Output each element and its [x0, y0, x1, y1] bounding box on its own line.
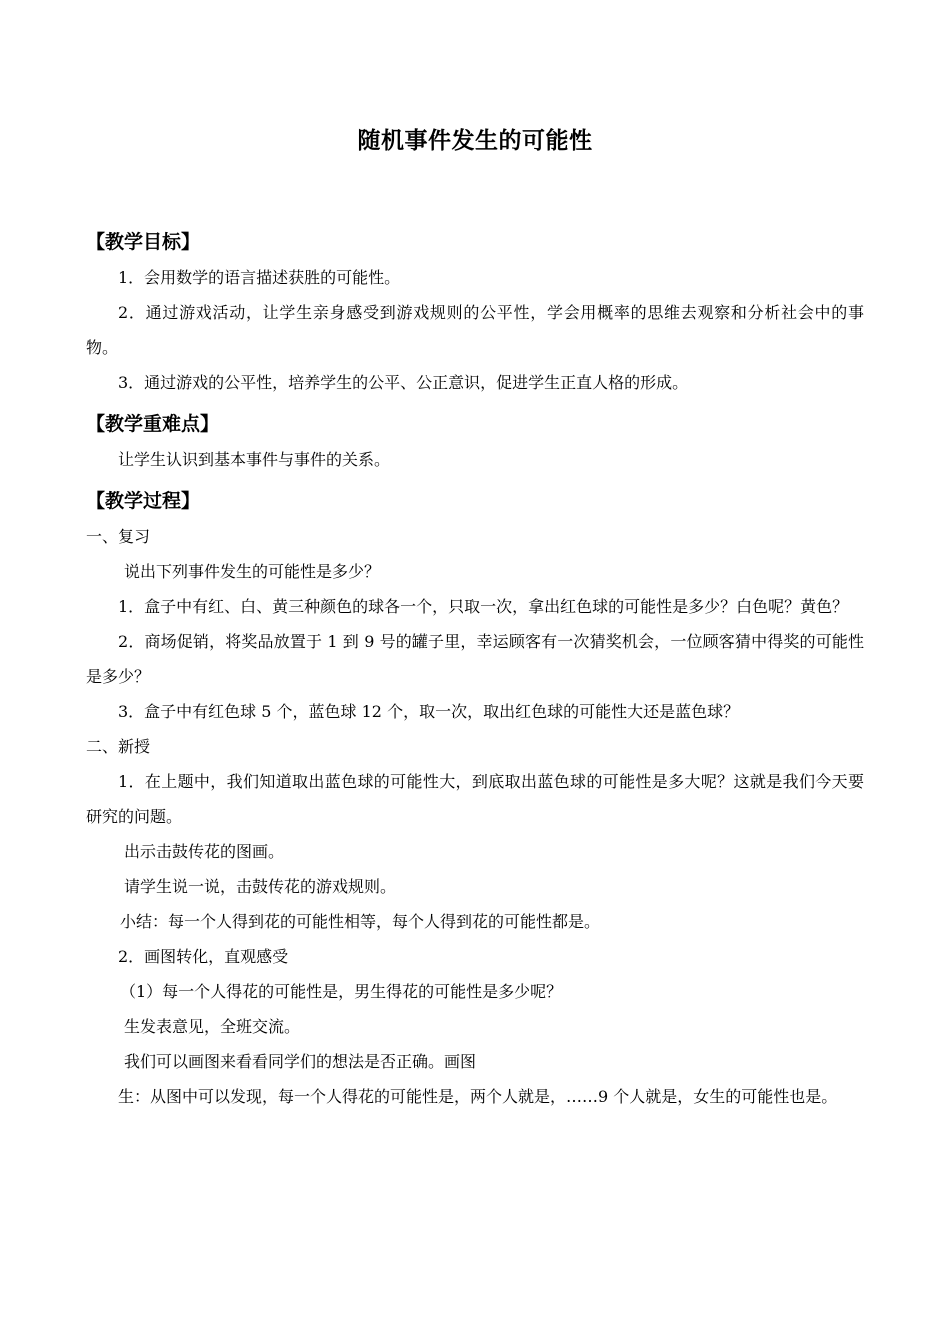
- key-points-text: 让学生认识到基本事件与事件的关系。: [118, 450, 391, 469]
- new-lesson-line: 生发表意见，全班交流。: [124, 1017, 301, 1036]
- new-lesson-line: 生：从图中可以发现，每一个人得花的可能性是，两个人就是，……9 个人就是，女生的可能性也是。: [118, 1087, 838, 1106]
- review-item: 3．盒子中有红色球 5 个，蓝色球 12 个，取一次，取出红色球的可能性大还是蓝色球？: [118, 702, 740, 721]
- objective-item: 2．通过游戏活动，让学生亲身感受到游戏规则的公平性，学会用概率的思维去观察和分析社会中的事物。: [86, 303, 864, 357]
- review-prompt: 说出下列事件发生的可能性是多少？: [124, 562, 381, 581]
- document-body: [86, 224, 864, 1114]
- section-heading-key-points: 【教学重难点】: [86, 413, 220, 435]
- new-lesson-label: 二、新授: [86, 737, 151, 756]
- review-label: 一、复习: [86, 527, 151, 546]
- new-lesson-line: 出示击鼓传花的图画。: [124, 842, 285, 861]
- new-lesson-line: 小结：每一个人得到花的可能性相等，每个人得到花的可能性都是。: [120, 912, 601, 931]
- objective-item: 3．通过游戏的公平性，培养学生的公平、公正意识，促进学生正直人格的形成。: [118, 373, 689, 392]
- review-item: 2．商场促销，将奖品放置于 1 到 9 号的罐子里，幸运顾客有一次猜奖机会，一位顾客猜中得奖的可能性是多少？: [86, 632, 864, 686]
- new-lesson-line: 请学生说一说，击鼓传花的游戏规则。: [124, 877, 397, 896]
- new-lesson-line: 1．在上题中，我们知道取出蓝色球的可能性大，到底取出蓝色球的可能性是多大呢？这就是我们今天要研究的问题。: [86, 772, 864, 826]
- section-heading-process: 【教学过程】: [86, 490, 201, 512]
- new-lesson-line: 2．画图转化，直观感受: [118, 947, 289, 966]
- new-lesson-line: （1）每一个人得花的可能性是，男生得花的可能性是多少呢？: [120, 982, 563, 1001]
- document-title: 随机事件发生的可能性: [357, 128, 593, 154]
- review-item: 1．盒子中有红、白、黄三种颜色的球各一个，只取一次，拿出红色球的可能性是多少？白色呢？黄色？: [118, 597, 849, 616]
- new-lesson-line: 我们可以画图来看看同学们的想法是否正确。画图: [124, 1052, 477, 1071]
- objective-item: 1．会用数学的语言描述获胜的可能性。: [118, 268, 401, 287]
- section-heading-objectives: 【教学目标】: [86, 231, 201, 253]
